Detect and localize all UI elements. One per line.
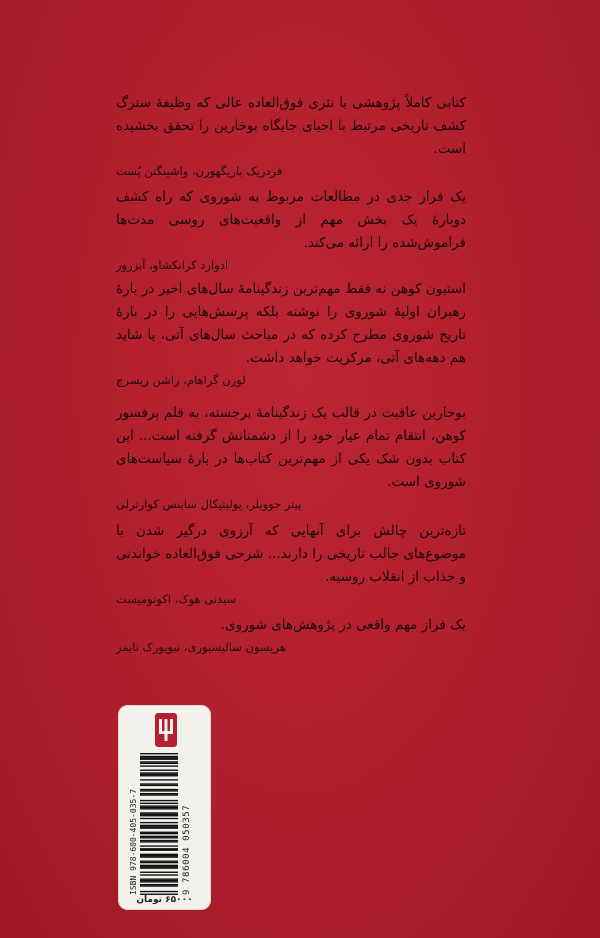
quote-text: کتابی کاملاً پژوهشی با نثری فوق‌العاده عالی که وظیفهٔ سترگ کشف تاریخی مرتبط با احیای جایگاه بوخارین را تحقق بخشیده است.: [116, 95, 466, 157]
barcode-bar: [140, 805, 178, 806]
price: ۶۵۰۰۰ تومان: [136, 895, 193, 905]
barcode-bar: [140, 836, 178, 837]
barcode-card: [118, 705, 211, 910]
barcode-bar: [140, 885, 178, 886]
barcode-bar: [140, 861, 178, 862]
quote-text: استیون کوهن نه فقط مهم‌ترین زندگینامهٔ سال‌های اخیر در بارهٔ رهبران اولیهٔ شوروی را نوشته بلکه پرسش‌هایی را در بارهٔ تاریخ شوروی مطرح کرده که در مباحث سال‌های آتی، یا شاید هم دهه‌های آتی، مرکزیت خواهد داشت.: [116, 281, 466, 366]
review-quote-4: [116, 402, 466, 512]
barcode-bar: [140, 756, 178, 757]
barcode-bar: [140, 789, 178, 790]
barcode-bar: [140, 826, 178, 827]
barcode-digits: 9 786004 050357: [182, 804, 192, 895]
barcode-bar: [140, 753, 178, 754]
barcode: [140, 753, 178, 895]
barcode-bar: [140, 827, 178, 828]
barcode-bar: [140, 761, 178, 762]
barcode-bar: [140, 774, 178, 775]
quote-text: تازه‌ترین چالش برای آنهایی که آرزوی درگیر شدن با موضوع‌های جالب تاریخی را دارند... شرحی فوق‌العاده خواندنی و جذاب از انقلاب روسیه.: [116, 523, 466, 585]
barcode-bar: [140, 770, 178, 771]
barcode-bar: [140, 800, 178, 801]
quote-author: ادوارد کرانکشاو، آبزرور: [116, 258, 229, 272]
barcode-bar: [140, 814, 178, 815]
quote-author: فردریک باریگهورن، واشینگتن پُست: [116, 164, 283, 178]
barcode-bar: [140, 850, 178, 851]
barcode-bar: [140, 862, 178, 863]
barcode-bar: [140, 841, 178, 842]
barcode-bar: [140, 837, 178, 838]
isbn-label: ISBN 978-600-405-035-7: [129, 789, 138, 895]
barcode-bar: [140, 803, 178, 804]
barcode-bar: [140, 881, 178, 882]
barcode-bar: [140, 825, 178, 826]
quote-text: بوخارین عاقبت در قالب یک زندگینامهٔ برجسته، به قلم پرفسور کوهن، انتقام تمام عیار خود را از دشمنانش گرفته است... این کتاب بدون شک یکی از مهم‌ترین کتاب‌ها در بارهٔ سیاست‌های شوروی است.: [116, 405, 466, 490]
publisher-logo-icon: [155, 713, 177, 747]
barcode-bar: [140, 880, 178, 881]
barcode-bar: [140, 854, 178, 855]
barcode-bar: [140, 757, 178, 758]
barcode-bar: [140, 808, 178, 809]
quote-author: لورن گراهام، راشن ریسرچ: [116, 373, 246, 387]
barcode-bar: [140, 867, 178, 868]
quote-author: پیتر جوویلر، پولیتیکال ساینس کوارترلی: [116, 497, 302, 511]
barcode-bar: [140, 855, 178, 856]
quote-author: هریسون سالیسبوری، نیویورک تایمز: [116, 640, 286, 654]
barcode-bar: [140, 878, 178, 879]
barcode-bar: [140, 779, 178, 780]
barcode-bar: [140, 763, 178, 764]
barcode-bar: [140, 874, 178, 875]
barcode-bar: [140, 772, 178, 773]
barcode-bar: [140, 833, 178, 834]
barcode-bar: [140, 872, 178, 873]
barcode-bar: [140, 812, 178, 813]
review-quote-3: [116, 278, 466, 388]
review-quote-5: [116, 520, 466, 607]
barcode-bar: [140, 832, 178, 833]
barcode-bar: [140, 848, 178, 849]
barcode-bar: [140, 793, 178, 794]
barcode-bar: [140, 866, 178, 867]
barcode-bar: [140, 759, 178, 760]
barcode-bar: [140, 856, 178, 857]
barcode-bar: [140, 891, 178, 892]
barcode-bar: [140, 785, 178, 786]
barcode-bar: [140, 783, 178, 784]
barcode-bar: [140, 822, 178, 823]
barcode-bar: [140, 884, 178, 885]
barcode-bar: [140, 794, 178, 795]
review-quote-2: [116, 186, 466, 273]
barcode-bar: [140, 845, 178, 846]
barcode-bar: [140, 840, 178, 841]
barcode-bar: [140, 765, 178, 766]
barcode-bar: [140, 775, 178, 776]
quote-author: سیدنی هوک، اکونومیست: [116, 592, 237, 606]
quote-text: یک فراز جدی در مطالعات مربوط به شوروی که راه کشف دوبارهٔ یک بخش مهم از واقعیت‌های روسی مدت‌ها فراموش‌شده را ارائه می‌کند.: [116, 189, 466, 251]
barcode-bar: [140, 790, 178, 791]
review-quote-1: [116, 92, 466, 179]
review-quote-6: [116, 614, 466, 655]
barcode-bar: [140, 865, 178, 866]
barcode-bar: [140, 815, 178, 816]
barcode-bar: [140, 818, 178, 819]
barcode-bar: [140, 807, 178, 808]
quote-text: یک فراز مهم واقعی در پژوهش‌های شوروی.: [220, 617, 466, 633]
